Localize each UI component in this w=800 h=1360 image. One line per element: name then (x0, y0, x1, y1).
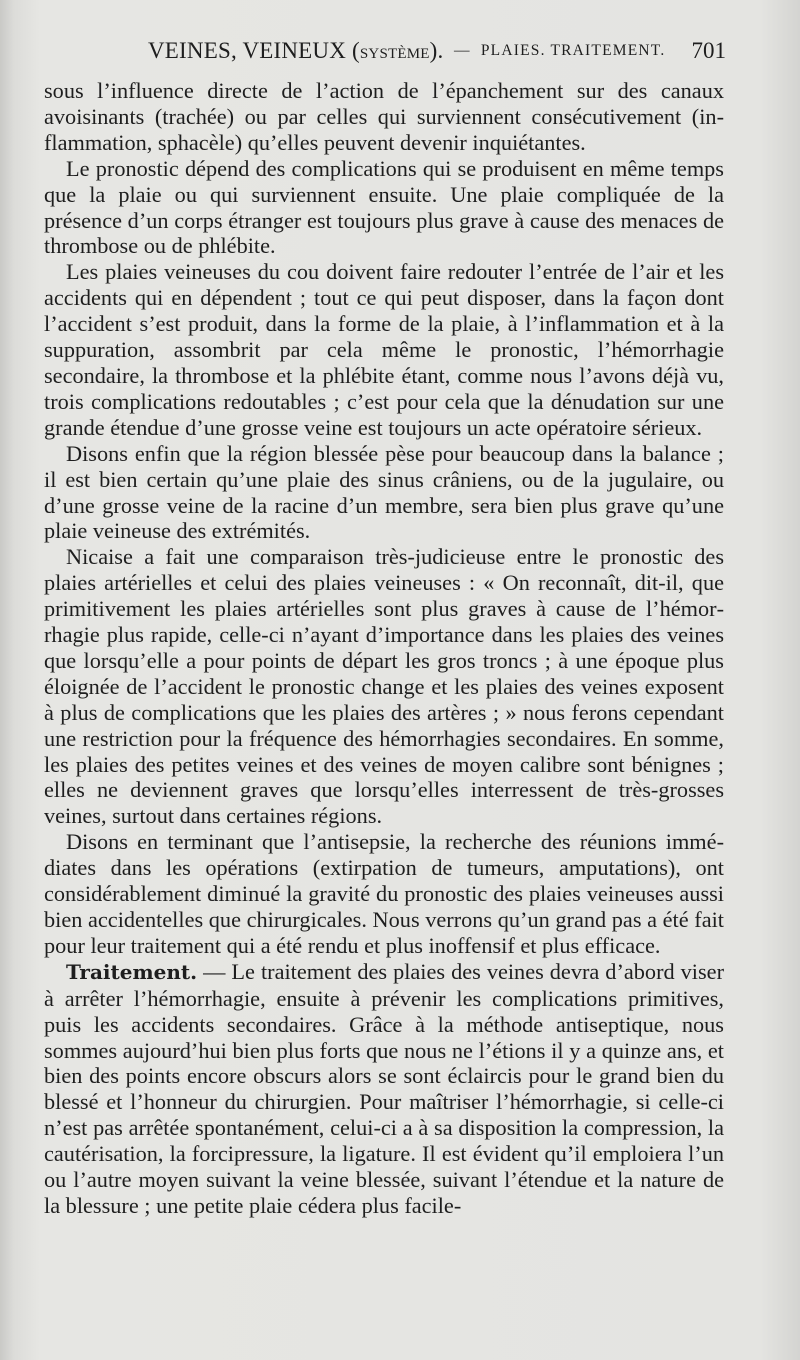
paragraph-1: sous l’influence directe de l’action de l’épanchement sur des canaux avoisinants (trachée) ou par celles qui surviennent consécutivement (inflammation, sphacèle) qu’elles peuvent devenir inquiétantes. (44, 78, 724, 155)
paragraph-6: Disons en terminant que l’antisepsie, la recherche des réunions immédiates dans les opérations (extirpation de tumeurs, amputations), ont considérablement diminué la gravité du pronostic des plaies veineuses aussi bien accidentelles que chirurgicales. Nous verrons qu’un grand pas a été fait pour leur traitement qui a été rendu et plus inoffensif et plus efficace. (44, 829, 724, 958)
running-title-main: VEINES, VEINEUX ( (148, 38, 360, 63)
header-dash: — (454, 42, 471, 59)
paragraph-5: Nicaise a fait une comparaison très-judicieuse entre le pronostic des plaies artérielles et celui des plaies veineuses : « On reconnaît, dit-il, que primitivement les plaies artérielles sont plus graves à cause de l’hémorrhagie plus rapide, celle-ci n’ayant d’importance dans les plaies des veines que lorsqu’elle a pour points de départ les gros troncs ; à une époque plus éloignée de l’accident le pronostic change et les plaies des veines exposent à plus de complications que les plaies des artères ; » nous ferons cependant une restriction pour la fréquence des hémorrhagies secondaires. En somme, les plaies des petites veines et des veines de moyen calibre sont bénignes ; elles ne deviennent graves que lorsqu’elles interressent de très-grosses veines, surtout dans certaines régions. (44, 544, 724, 829)
paragraph-3: Les plaies veineuses du cou doivent faire redouter l’entrée de l’air et les accidents qui en dépendent ; tout ce qui peut disposer, dans la façon dont l’accident s’est produit, dans la forme de la plaie, à l’inflammation et à la suppuration, assombrit par cela même le pronostic, l’hémorrhagie secondaire, la thrombose et la phlébite étant, comme nous l’avons déjà vu, trois complications redoutables ; c’est pour cela que la dénudation sur une grande étendue d’une grosse veine est toujours un acte opératoire sérieux. (44, 259, 724, 440)
running-header (44, 38, 724, 68)
paragraph-7 (44, 959, 724, 1219)
paragraph-4: Disons enfin que la région blessée pèse pour beaucoup dans la balance ; il est bien certain qu’une plaie des sinus crâniens, ou de la jugulaire, ou d’une grosse veine de la racine d’un membre, sera bien plus grave qu’une plaie veineuse des extrémités. (44, 440, 724, 544)
run-in-heading: Traitement. (66, 959, 198, 984)
running-title-smallcaps: SYSTÈME (359, 46, 430, 62)
paragraph-2: Le pronostic dépend des complications qui se produisent en même temps que la plaie ou qui surviennent ensuite. Une plaie compliquée de la présence d’un corps étranger est toujours plus grave à cause des menaces de thrombose ou de phlébite. (44, 155, 724, 259)
page-number: 701 (691, 38, 726, 63)
paragraph-7-text: — Le traitement des plaies des veines devra d’abord viser à arrêter l’hémorrhagie, ensuite à prévenir les complications primitives, puis les accidents secondaires. Grâce à la méthode antiseptique, nous sommes aujourd’hui bien plus forts que nous ne l’étions il y a quinze ans, et bien des points encore obscurs alors se sont éclaircis pour le grand bien du blessé et l’honneur du chirurgien. Pour maîtriser l’hémorrhagie, si celle-ci n’est pas arrêtée spontanément, celui-ci a à sa disposition la compression, la cautérisation, la forcipressure, la ligature. Il est évident qu’il emploiera l’un ou l’autre moyen suivant la veine blessée, suivant l’étendue et la nature de la blessure ; une petite plaie cédera plus facile- (44, 958, 724, 1218)
section-title-text: PLAIES. TRAITEMENT. (480, 42, 666, 59)
section-title (454, 42, 665, 60)
body-text (44, 78, 724, 1219)
running-title-close: ). (429, 38, 444, 63)
running-title (148, 38, 443, 64)
